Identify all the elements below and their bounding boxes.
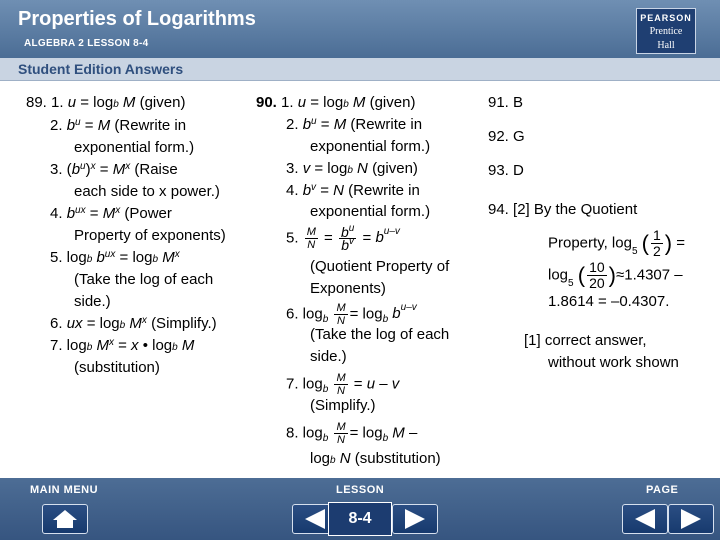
answer-90-line1: 90. 1. $u = \log_b M$ (given) xyxy=(256,94,416,111)
footer-bar xyxy=(0,478,720,540)
answer-90-line2: 2. $b^u = M$ (Rewrite in xyxy=(286,116,423,133)
page-prev-button[interactable] xyxy=(622,504,668,534)
answer-91: 91. B xyxy=(488,94,524,111)
answer-94-line4: 1.8614 = –0.4307. xyxy=(548,293,670,310)
page-title: Properties of Logarithms xyxy=(18,8,256,30)
answer-90-line3: exponential form.) xyxy=(310,138,431,155)
answer-89-line6: 4. $b^{ux} = M^x$ (Power xyxy=(50,205,172,222)
answer-89-line11: 6. ux = $\log_b M^x$ (Simplify.) xyxy=(50,315,217,332)
answer-90-line8: (Quotient Property of xyxy=(310,258,450,275)
answer-89-line5: each side to x power.) xyxy=(74,183,220,200)
pearson-logo xyxy=(636,8,696,54)
arrow-left-icon xyxy=(305,509,325,529)
answer-94-line1: 94. [2] By the Quotient xyxy=(488,201,638,218)
answer-90-line16: $\log_b N$ (substitution) xyxy=(310,450,441,467)
answer-89-line9: (Take the log of each xyxy=(74,271,214,288)
answer-89-line1: 89. 1. $u = \log_b M$ (given) xyxy=(26,94,186,111)
section-band xyxy=(0,58,720,81)
arrow-right-icon xyxy=(405,509,425,529)
answer-93: 93. D xyxy=(488,162,524,179)
answer-94-line6: without work shown xyxy=(548,354,679,371)
answer-89-line3: exponential form.) xyxy=(74,139,195,156)
answer-90-line14: (Simplify.) xyxy=(310,397,376,414)
answer-89-line13: (substitution) xyxy=(74,359,160,376)
main-menu-home-button[interactable] xyxy=(42,504,88,534)
lesson-subtitle: ALGEBRA 2 LESSON 8-4 xyxy=(24,38,149,49)
answer-90-line12: side.) xyxy=(310,348,347,365)
answer-94-line5: [1] correct answer, xyxy=(524,332,647,349)
lesson-number: 8-4 xyxy=(328,502,392,536)
page-next-button[interactable] xyxy=(668,504,714,534)
answer-90-line6: exponential form.) xyxy=(310,203,431,220)
logo-text-prentice: Prentice xyxy=(649,26,683,37)
answer-89-line2: 2. $b^u = M$ (Rewrite in xyxy=(50,117,187,134)
answer-89-line12: 7. $\log_b M^x = x$ • $\log_b M$ xyxy=(50,337,195,354)
lesson-next-button[interactable] xyxy=(392,504,438,534)
logo-text-pearson: PEARSON xyxy=(640,13,692,23)
answer-90-line13: 7. $\log_b$ $\frac{M}{N}$ = u – v xyxy=(286,372,400,397)
arrow-left-icon xyxy=(635,509,655,529)
answer-89-line8: 5. $\log_b b^{ux} = \log_b M^x$ xyxy=(50,249,180,266)
answer-90-line10: 6. $\log_b$ $\frac{M}{N}$ = $\log_b b^{u-v}$ xyxy=(286,302,417,327)
answer-89-line7: Property of exponents) xyxy=(74,227,226,244)
home-icon xyxy=(52,509,78,529)
answer-90-line7: 5. $\frac{M}{N}$ = $\frac{b^u}{b^v}$ = $b^{u-v}$ xyxy=(286,223,400,253)
header-bar xyxy=(0,0,720,58)
answer-94-line2: Property, $\log_5$ ( $\frac{1}{2}$ ) = xyxy=(548,227,686,259)
answer-94-line3: $\log_5$ ( $\frac{10}{20}$ )≈1.4307 – xyxy=(548,259,683,291)
answer-90-line15: 8. $\log_b$ $\frac{M}{N}$ = $\log_b M$ – xyxy=(286,421,418,446)
arrow-right-icon xyxy=(681,509,701,529)
answer-92: 92. G xyxy=(488,128,525,145)
main-menu-label: MAIN MENU xyxy=(30,484,99,496)
answer-90-line9: Exponents) xyxy=(310,280,386,297)
page-label: PAGE xyxy=(646,484,679,496)
answer-90-line4: 3. $v = \log_b N$ (given) xyxy=(286,160,418,177)
answer-89-line10: side.) xyxy=(74,293,111,310)
answer-90-line5: 4. $b^v = N$ (Rewrite in xyxy=(286,182,420,199)
logo-text-hall: Hall xyxy=(657,40,675,51)
lesson-label: LESSON xyxy=(336,484,385,496)
section-title: Student Edition Answers xyxy=(18,61,184,77)
answer-89-line4: 3. $(b^u)^x = M^x$ (Raise xyxy=(50,161,178,178)
answer-90-line11: (Take the log of each xyxy=(310,326,450,343)
